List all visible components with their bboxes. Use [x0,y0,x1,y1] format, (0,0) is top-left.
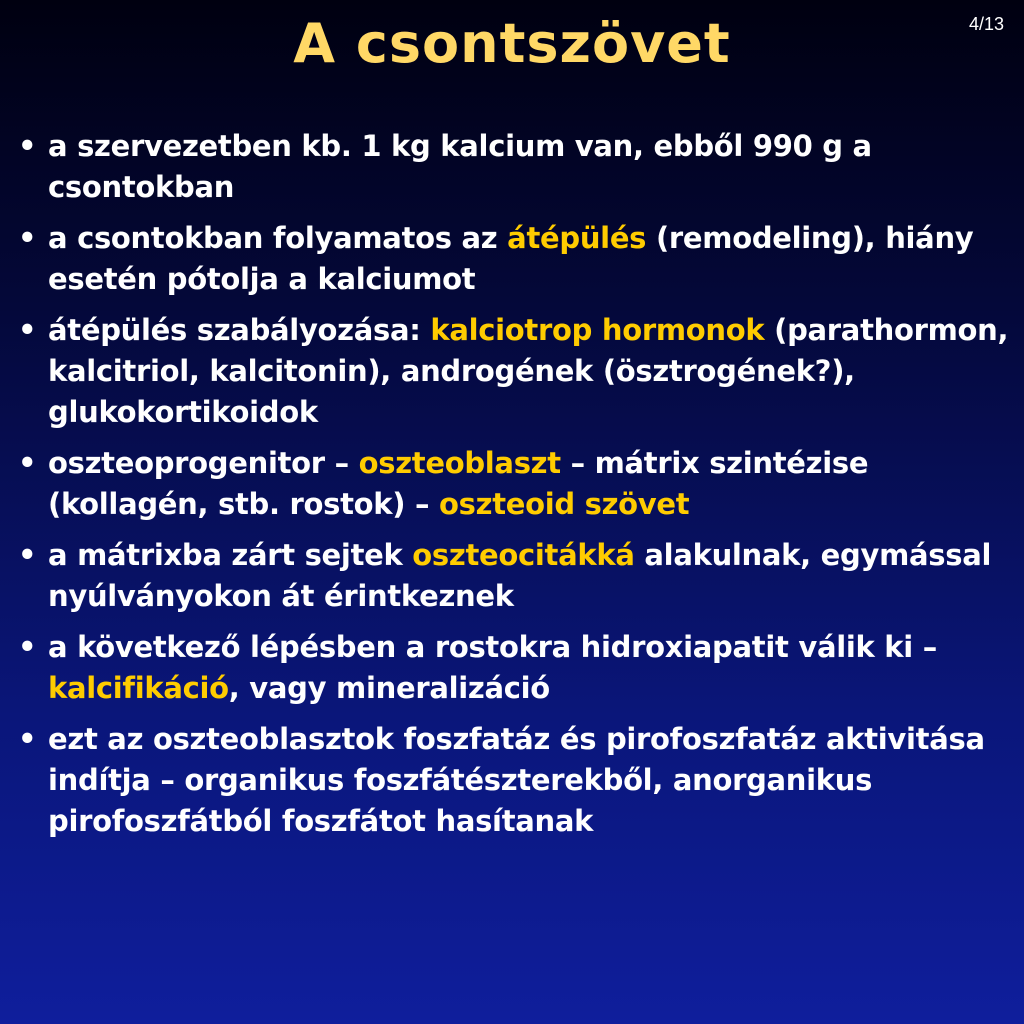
bullet-list [16,126,1012,852]
bullet-dot-icon: • [18,129,37,163]
bullet-item [16,443,1012,525]
page-number: 4/13 [968,14,1004,34]
text-segment: átépülés szabályozása: [48,313,431,347]
bullet-text [48,446,868,521]
bullet-text [48,313,1008,429]
bullet-text [48,630,937,705]
highlighted-term: kalcifikáció [48,671,229,705]
bullet-dot-icon: • [18,722,37,756]
bullet-dot-icon: • [18,313,37,347]
bullet-text [48,221,973,296]
highlighted-term: oszteoid szövet [439,487,690,521]
text-segment: oszteoprogenitor – [48,446,359,480]
bullet-item [16,310,1012,433]
highlighted-term: kalciotrop hormonok [430,313,765,347]
bullet-item [16,126,1012,208]
bullet-item [16,719,1012,842]
bullet-text [48,538,991,613]
text-segment: – mátrix szintézise (kollagén, stb. rostok) – [48,446,869,521]
text-segment: ezt az oszteoblasztok foszfatáz és pirofoszfatáz aktivitása indítja – organikus foszfátészterekből, anorganikus pirofoszfátból foszfátot hasítanak [48,722,985,838]
text-segment: (parathormon, kalcitriol, kalcitonin), androgének (ösztrogének?), glukokortikoidok [48,313,1009,429]
bullet-text [48,722,985,838]
text-segment: a következő lépésben a rostokra hidroxiapatit válik ki – [48,630,937,664]
bullet-text [48,129,872,204]
highlighted-term: oszteoblaszt [358,446,561,480]
text-segment: a csontokban folyamatos az [48,221,508,255]
bullet-dot-icon: • [18,538,37,572]
highlighted-term: oszteocitákká [412,538,635,572]
highlighted-term: átépülés [507,221,647,255]
text-segment: a szervezetben kb. 1 kg kalcium van, ebből 990 g a csontokban [48,129,872,204]
bullet-item [16,218,1012,300]
slide-title: A csontszövet [293,12,731,75]
bullet-item [16,627,1012,709]
text-segment: , vagy mineralizáció [228,671,550,705]
bullet-dot-icon: • [18,630,37,664]
bullet-dot-icon: • [18,446,37,480]
bullet-item [16,535,1012,617]
bullet-dot-icon: • [18,221,37,255]
text-segment: (remodeling), hiány esetén pótolja a kalciumot [48,221,974,296]
text-segment: a mátrixba zárt sejtek [48,538,413,572]
text-segment: alakulnak, egymással nyúlványokon át érintkeznek [48,538,992,613]
